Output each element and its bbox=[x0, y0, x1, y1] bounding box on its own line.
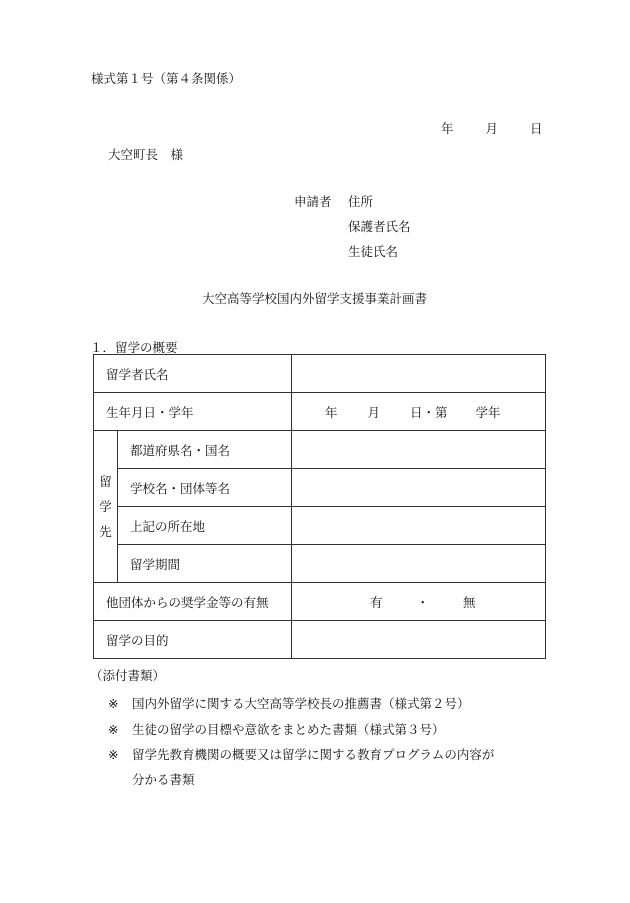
birth-month: 月 bbox=[367, 404, 381, 420]
school-org-label: 学校名・団体等名 bbox=[118, 469, 292, 507]
table-row bbox=[94, 431, 546, 469]
date-line bbox=[441, 123, 543, 136]
attachments-heading: （添付書類） bbox=[90, 668, 166, 683]
student-name-label: 生徒氏名 bbox=[348, 244, 399, 259]
birthdate-grade-value[interactable] bbox=[292, 393, 546, 431]
note-mark: ※ bbox=[108, 696, 119, 711]
attachment-text: 国内外留学に関する大空高等学校長の推薦書（様式第２号） bbox=[132, 696, 470, 711]
table-row bbox=[94, 393, 546, 431]
attachment-text: 留学先教育機関の概要又は留学に関する教育プログラムの内容が bbox=[132, 747, 495, 762]
prefecture-country-value[interactable] bbox=[292, 431, 546, 469]
form-number: 様式第１号（第４条関係） bbox=[91, 71, 242, 86]
section-heading: １．留学の概要 bbox=[90, 340, 178, 355]
birthdate-grade-label: 生年月日・学年 bbox=[94, 393, 292, 431]
table-row bbox=[94, 621, 546, 659]
date-day: 日 bbox=[530, 121, 543, 136]
birth-day-grade-ordinal: 日・第 bbox=[410, 404, 448, 420]
applicant-address-label: 住所 bbox=[348, 194, 374, 209]
location-label: 上記の所在地 bbox=[118, 507, 292, 545]
table-row bbox=[94, 507, 546, 545]
applicant-label: 申請者 bbox=[294, 194, 332, 209]
table-row bbox=[94, 583, 546, 621]
overview-table bbox=[93, 354, 546, 659]
attachment-text-continuation: 分かる書類 bbox=[132, 772, 195, 787]
scholarship-label: 他団体からの奨学金等の有無 bbox=[94, 583, 292, 621]
scholarship-value[interactable] bbox=[292, 583, 546, 621]
birth-year: 年 bbox=[325, 404, 338, 420]
location-value[interactable] bbox=[292, 507, 546, 545]
school-org-value[interactable] bbox=[292, 469, 546, 507]
scholarship-no[interactable]: 無 bbox=[463, 594, 476, 610]
table-row bbox=[94, 355, 546, 393]
student-name-cell-label: 留学者氏名 bbox=[94, 355, 292, 393]
scholarship-yes[interactable]: 有 bbox=[370, 594, 383, 610]
note-mark: ※ bbox=[108, 722, 119, 737]
purpose-value[interactable] bbox=[292, 621, 546, 659]
date-month: 月 bbox=[485, 121, 499, 136]
prefecture-country-label: 都道府県名・国名 bbox=[118, 431, 292, 469]
date-year: 年 bbox=[441, 121, 454, 136]
destination-side-label: 留 学 先 bbox=[94, 431, 118, 583]
addressee: 大空町長 様 bbox=[108, 147, 184, 162]
purpose-label: 留学の目的 bbox=[94, 621, 292, 659]
attachment-text: 生徒の留学の目標や意欲をまとめた書類（様式第３号） bbox=[132, 722, 445, 737]
period-value[interactable] bbox=[292, 545, 546, 583]
period-label: 留学期間 bbox=[118, 545, 292, 583]
document-title: 大空高等学校国内外留学支援事業計画書 bbox=[202, 291, 428, 306]
scholarship-separator: ・ bbox=[416, 594, 430, 610]
table-row bbox=[94, 469, 546, 507]
note-mark: ※ bbox=[108, 747, 119, 762]
student-name-cell-value[interactable] bbox=[292, 355, 546, 393]
guardian-name-label: 保護者氏名 bbox=[348, 219, 411, 234]
table-row bbox=[94, 545, 546, 583]
grade-label: 学年 bbox=[475, 404, 501, 420]
